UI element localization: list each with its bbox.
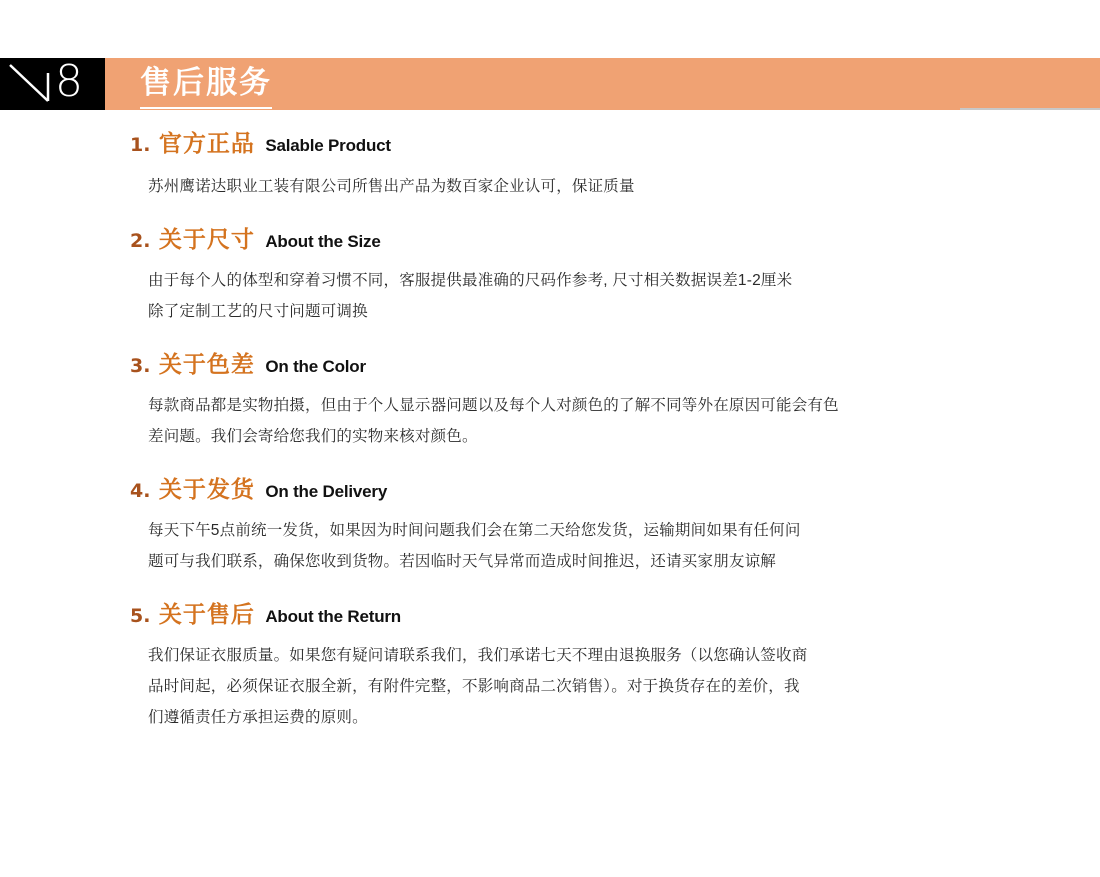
item-body-line: 每款商品都是实物拍摄，但由于个人显示器问题以及每个人对颜色的了解不同等外在原因可能会有色 <box>148 397 839 414</box>
item-title-en: On the Color <box>265 357 366 376</box>
banner-number: 8 <box>55 58 83 107</box>
banner-right-rule <box>960 108 1100 110</box>
item-title-cn: 关于发货 <box>158 476 255 502</box>
item-title-en: About the Size <box>265 232 381 251</box>
item-number: 1. <box>130 134 151 156</box>
item-number: 5. <box>130 605 151 627</box>
item-heading <box>0 474 1100 508</box>
item-body-line: 每天下午5点前统一发货，如果因为时间问题我们会在第二天给您发货，运输期间如果有任何问 <box>148 522 801 539</box>
item-body <box>0 390 1100 452</box>
item-body-line: 苏州鹰诺达职业工装有限公司所售出产品为数百家企业认可，保证质量 <box>148 178 635 195</box>
item-title-cn: 官方正品 <box>158 130 255 156</box>
list-item <box>0 349 1100 452</box>
item-body-line: 由于每个人的体型和穿着习惯不同，客服提供最准确的尺码作参考, 尺寸相关数据误差1-2厘米 <box>148 272 793 289</box>
item-body-line: 品时间起，必须保证衣服全新，有附件完整，不影响商品二次销售）。对于换货存在的差价，我 <box>148 678 800 695</box>
item-title-en: About the Return <box>265 607 401 626</box>
item-body-line: 除了定制工艺的尺寸问题可调换 <box>148 303 368 320</box>
item-heading <box>0 349 1100 383</box>
item-heading <box>0 128 1100 162</box>
item-heading <box>0 599 1100 633</box>
item-title-en: Salable Product <box>265 136 391 155</box>
list-item <box>0 224 1100 327</box>
item-number: 4. <box>130 480 151 502</box>
diagonal-arrow-icon <box>8 63 54 103</box>
service-list <box>0 128 1100 749</box>
item-body-line: 题可与我们联系，确保您收到货物。若因临时天气异常而造成时间推迟，还请买家朋友谅解 <box>148 553 777 570</box>
list-item <box>0 599 1100 733</box>
item-title-cn: 关于色差 <box>158 351 255 377</box>
banner-number-block <box>0 58 105 110</box>
item-title-cn: 关于尺寸 <box>158 226 255 252</box>
item-title-en: On the Delivery <box>265 482 388 501</box>
item-title-cn: 关于售后 <box>158 601 255 627</box>
item-body <box>0 515 1100 577</box>
item-body <box>0 640 1100 733</box>
item-number: 3. <box>130 355 151 377</box>
item-body <box>0 265 1100 327</box>
item-body <box>0 171 1100 202</box>
banner-title: 售后服务 <box>140 60 272 109</box>
item-heading <box>0 224 1100 258</box>
item-body-line: 们遵循责任方承担运费的原则。 <box>148 709 368 726</box>
item-body-line: 我们保证衣服质量。如果您有疑问请联系我们，我们承诺七天不理由退换服务（以您确认签收商 <box>148 647 808 664</box>
section-banner <box>0 58 1100 110</box>
item-body-line: 差问题。我们会寄给您我们的实物来核对颜色。 <box>148 428 478 445</box>
list-item <box>0 128 1100 202</box>
item-number: 2. <box>130 230 151 252</box>
list-item <box>0 474 1100 577</box>
